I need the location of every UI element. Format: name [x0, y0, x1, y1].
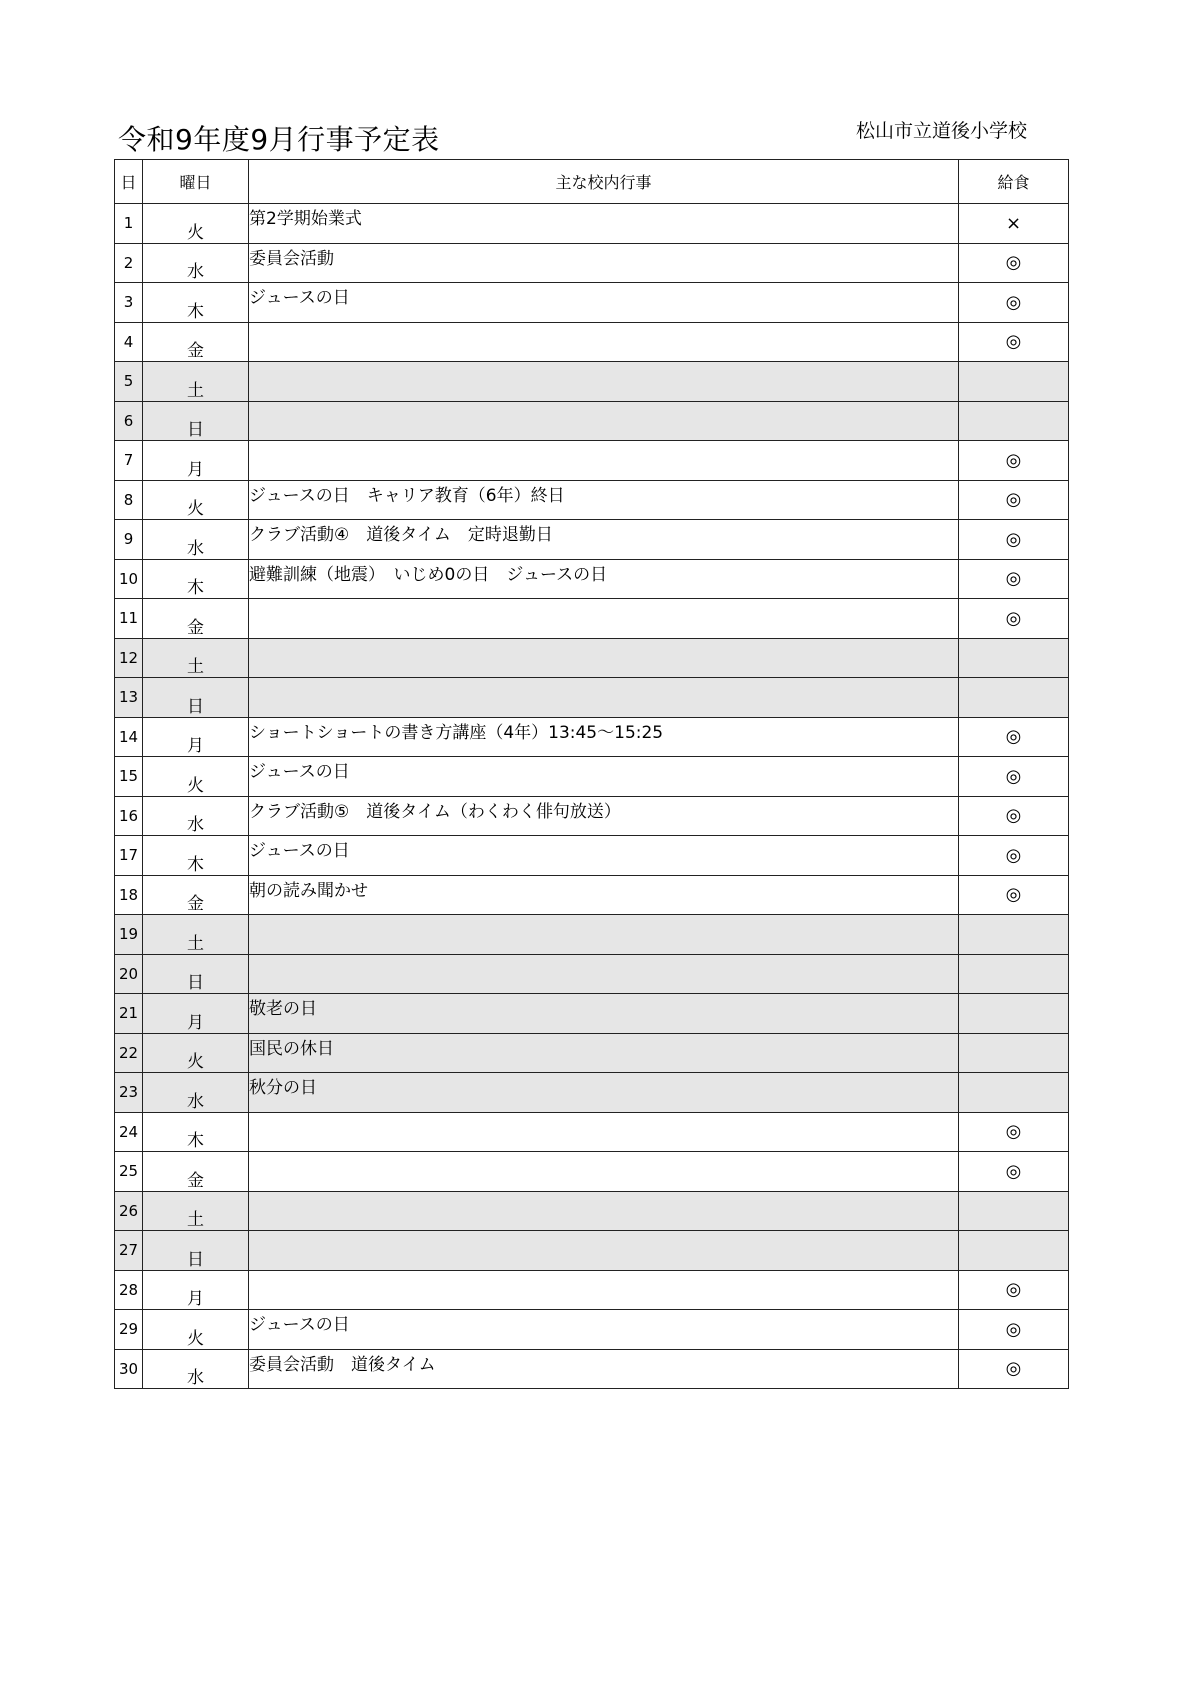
events-cell: ジュースの日 [249, 283, 959, 323]
events-cell: クラブ活動⑤ 道後タイム（わくわく俳句放送） [249, 796, 959, 836]
events-cell: 第2学期始業式 [249, 204, 959, 244]
events-cell: クラブ活動④ 道後タイム 定時退勤日 [249, 520, 959, 560]
weekday-cell: 日 [143, 1231, 249, 1271]
events-cell: ジュースの日 [249, 757, 959, 797]
day-cell: 29 [115, 1310, 143, 1350]
lunch-cell: ◎ [959, 599, 1069, 639]
day-cell: 25 [115, 1152, 143, 1192]
day-cell: 9 [115, 520, 143, 560]
weekday-cell: 木 [143, 1112, 249, 1152]
table-row [115, 757, 1069, 797]
day-cell: 24 [115, 1112, 143, 1152]
weekday-cell: 月 [143, 441, 249, 481]
day-cell: 4 [115, 322, 143, 362]
weekday-cell: 金 [143, 322, 249, 362]
lunch-cell: ◎ [959, 322, 1069, 362]
table-row [115, 559, 1069, 599]
weekday-cell: 水 [143, 243, 249, 283]
events-cell [249, 1112, 959, 1152]
lunch-cell: ◎ [959, 1349, 1069, 1389]
events-cell: 朝の読み聞かせ [249, 875, 959, 915]
table-row [115, 796, 1069, 836]
lunch-cell: ◎ [959, 757, 1069, 797]
table-row [115, 1310, 1069, 1350]
table-row [115, 283, 1069, 323]
weekday-cell: 日 [143, 401, 249, 441]
table-row [115, 1191, 1069, 1231]
schedule-body [115, 204, 1069, 1389]
events-cell: ジュースの日 [249, 836, 959, 876]
header-lunch: 給食 [959, 160, 1069, 204]
table-row [115, 599, 1069, 639]
lunch-cell [959, 1033, 1069, 1073]
lunch-cell [959, 678, 1069, 718]
events-cell: ジュースの日 [249, 1310, 959, 1350]
lunch-cell: ◎ [959, 796, 1069, 836]
table-row [115, 638, 1069, 678]
table-row [115, 717, 1069, 757]
lunch-cell: ◎ [959, 441, 1069, 481]
events-cell: 避難訓練（地震） いじめ0の日 ジュースの日 [249, 559, 959, 599]
weekday-cell: 火 [143, 204, 249, 244]
events-cell [249, 401, 959, 441]
weekday-cell: 土 [143, 362, 249, 402]
events-cell [249, 1191, 959, 1231]
weekday-cell: 水 [143, 1349, 249, 1389]
page-title: 令和9年度9月行事予定表 [118, 123, 440, 156]
table-row [115, 480, 1069, 520]
events-cell [249, 1270, 959, 1310]
events-cell: 国民の休日 [249, 1033, 959, 1073]
lunch-cell: ◎ [959, 480, 1069, 520]
lunch-cell: ◎ [959, 1112, 1069, 1152]
table-row [115, 1033, 1069, 1073]
lunch-cell [959, 401, 1069, 441]
lunch-cell [959, 954, 1069, 994]
events-cell [249, 362, 959, 402]
weekday-cell: 水 [143, 1073, 249, 1113]
day-cell: 3 [115, 283, 143, 323]
day-cell: 16 [115, 796, 143, 836]
weekday-cell: 日 [143, 954, 249, 994]
day-cell: 23 [115, 1073, 143, 1113]
table-row [115, 204, 1069, 244]
lunch-cell [959, 1191, 1069, 1231]
day-cell: 11 [115, 599, 143, 639]
day-cell: 22 [115, 1033, 143, 1073]
table-row [115, 994, 1069, 1034]
lunch-cell: ◎ [959, 875, 1069, 915]
day-cell: 26 [115, 1191, 143, 1231]
lunch-cell: ◎ [959, 1310, 1069, 1350]
day-cell: 28 [115, 1270, 143, 1310]
lunch-cell: ◎ [959, 717, 1069, 757]
lunch-cell: ◎ [959, 283, 1069, 323]
table-row [115, 875, 1069, 915]
weekday-cell: 月 [143, 1270, 249, 1310]
day-cell: 1 [115, 204, 143, 244]
table-row [115, 1152, 1069, 1192]
events-cell: 委員会活動 道後タイム [249, 1349, 959, 1389]
day-cell: 6 [115, 401, 143, 441]
lunch-cell [959, 362, 1069, 402]
events-cell [249, 441, 959, 481]
header-day: 日 [115, 160, 143, 204]
lunch-cell: ◎ [959, 520, 1069, 560]
lunch-cell: ◎ [959, 1270, 1069, 1310]
day-cell: 30 [115, 1349, 143, 1389]
schedule-table [114, 159, 1069, 1389]
table-row [115, 1231, 1069, 1271]
weekday-cell: 月 [143, 717, 249, 757]
weekday-cell: 土 [143, 638, 249, 678]
school-name: 松山市立道後小学校 [856, 120, 1028, 142]
weekday-cell: 水 [143, 796, 249, 836]
events-cell [249, 678, 959, 718]
weekday-cell: 土 [143, 1191, 249, 1231]
table-row [115, 678, 1069, 718]
day-cell: 21 [115, 994, 143, 1034]
table-row [115, 1073, 1069, 1113]
table-row [115, 1112, 1069, 1152]
header-weekday: 曜日 [143, 160, 249, 204]
events-cell [249, 322, 959, 362]
weekday-cell: 水 [143, 520, 249, 560]
events-cell: ジュースの日 キャリア教育（6年）終日 [249, 480, 959, 520]
day-cell: 15 [115, 757, 143, 797]
table-row [115, 243, 1069, 283]
lunch-cell [959, 1073, 1069, 1113]
table-row [115, 915, 1069, 955]
lunch-cell: ◎ [959, 1152, 1069, 1192]
events-cell: 敬老の日 [249, 994, 959, 1034]
weekday-cell: 木 [143, 559, 249, 599]
events-cell [249, 1152, 959, 1192]
table-row [115, 520, 1069, 560]
weekday-cell: 火 [143, 1033, 249, 1073]
day-cell: 17 [115, 836, 143, 876]
weekday-cell: 火 [143, 757, 249, 797]
lunch-cell: ◎ [959, 243, 1069, 283]
events-cell [249, 1231, 959, 1271]
weekday-cell: 日 [143, 678, 249, 718]
lunch-cell: ◎ [959, 836, 1069, 876]
events-cell: 委員会活動 [249, 243, 959, 283]
weekday-cell: 土 [143, 915, 249, 955]
weekday-cell: 木 [143, 836, 249, 876]
weekday-cell: 火 [143, 480, 249, 520]
lunch-cell [959, 638, 1069, 678]
table-row [115, 401, 1069, 441]
events-cell [249, 915, 959, 955]
weekday-cell: 金 [143, 875, 249, 915]
header-events: 主な校内行事 [249, 160, 959, 204]
weekday-cell: 火 [143, 1310, 249, 1350]
weekday-cell: 金 [143, 599, 249, 639]
day-cell: 5 [115, 362, 143, 402]
day-cell: 20 [115, 954, 143, 994]
lunch-cell: ◎ [959, 559, 1069, 599]
day-cell: 14 [115, 717, 143, 757]
day-cell: 13 [115, 678, 143, 718]
day-cell: 8 [115, 480, 143, 520]
table-row [115, 441, 1069, 481]
day-cell: 18 [115, 875, 143, 915]
events-cell [249, 954, 959, 994]
day-cell: 27 [115, 1231, 143, 1271]
lunch-cell [959, 1231, 1069, 1271]
lunch-cell: × [959, 204, 1069, 244]
day-cell: 19 [115, 915, 143, 955]
table-row [115, 362, 1069, 402]
day-cell: 7 [115, 441, 143, 481]
table-row [115, 836, 1069, 876]
weekday-cell: 木 [143, 283, 249, 323]
weekday-cell: 金 [143, 1152, 249, 1192]
day-cell: 12 [115, 638, 143, 678]
day-cell: 2 [115, 243, 143, 283]
header-row [115, 160, 1069, 204]
events-cell [249, 599, 959, 639]
events-cell: ショートショートの書き方講座（4年）13:45～15:25 [249, 717, 959, 757]
events-cell [249, 638, 959, 678]
table-row [115, 954, 1069, 994]
day-cell: 10 [115, 559, 143, 599]
lunch-cell [959, 915, 1069, 955]
table-row [115, 1270, 1069, 1310]
events-cell: 秋分の日 [249, 1073, 959, 1113]
table-row [115, 322, 1069, 362]
lunch-cell [959, 994, 1069, 1034]
table-row [115, 1349, 1069, 1389]
weekday-cell: 月 [143, 994, 249, 1034]
